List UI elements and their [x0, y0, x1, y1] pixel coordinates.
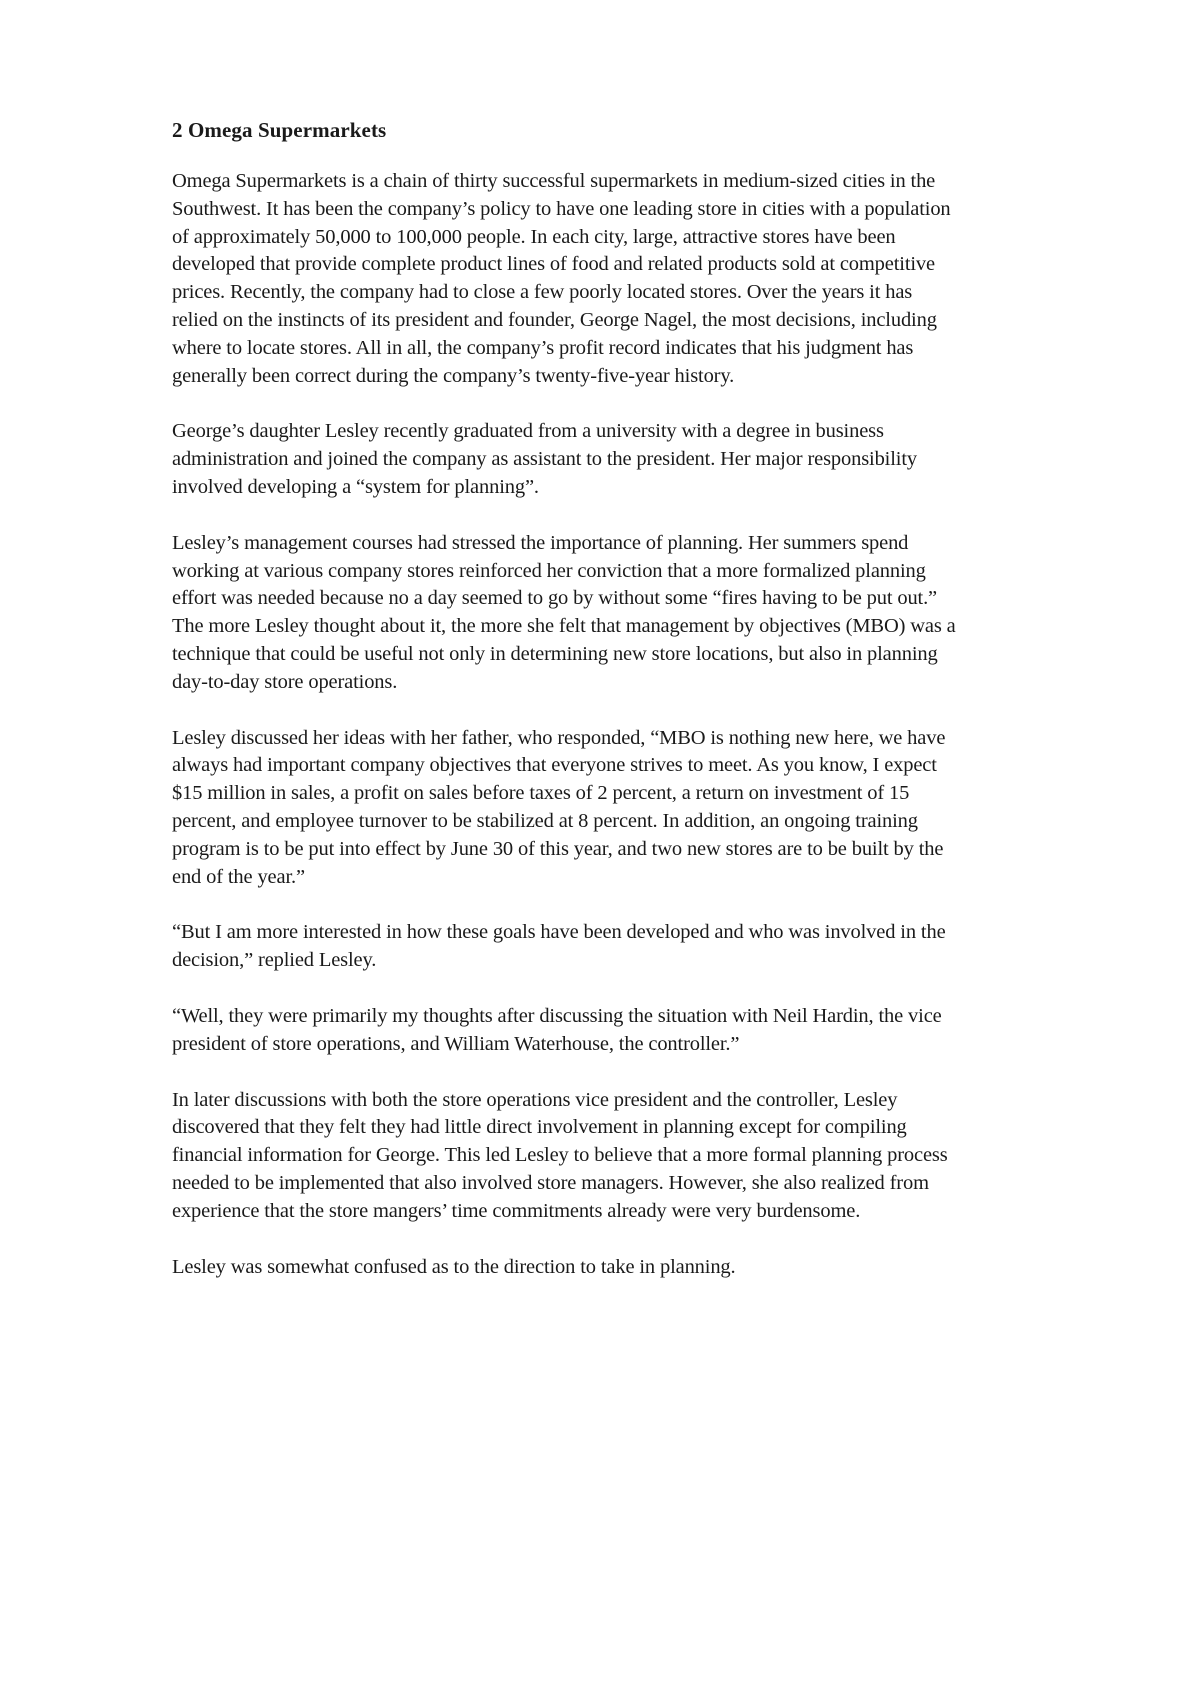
paragraph-company-overview: [172, 168, 1132, 390]
text-line: president of store operations, and William Waterhouse, the controller.”: [172, 1032, 740, 1055]
text-line: needed to be implemented that also involved store managers. However, she also realized from: [172, 1171, 929, 1194]
text-line: George’s daughter Lesley recently graduated from a university with a degree in business: [172, 420, 884, 443]
text-line: “Well, they were primarily my thoughts after discussing the situation with Neil Hardin, the vice: [172, 1004, 942, 1027]
text-line: Lesley discussed her ideas with her father, who responded, “MBO is nothing new here, we have: [172, 726, 946, 749]
text-line: The more Lesley thought about it, the more she felt that management by objectives (MBO) was a: [172, 615, 956, 638]
text-line: day-to-day store operations.: [172, 670, 398, 693]
text-line: end of the year.”: [172, 865, 305, 888]
paragraph-father-thoughts: [172, 1003, 1132, 1059]
text-line: developed that provide complete product lines of food and related products sold at competitive: [172, 253, 935, 276]
text-line: always had important company objectives that everyone strives to meet. As you know, I expect: [172, 754, 937, 777]
text-line: generally been correct during the company’s twenty-five-year history.: [172, 364, 735, 387]
text-line: financial information for George. This led Lesley to believe that a more formal planning process: [172, 1144, 948, 1167]
text-line: In later discussions with both the store operations vice president and the controller, Lesley: [172, 1088, 898, 1111]
text-line: Southwest. It has been the company’s policy to have one leading store in cities with a population: [172, 197, 951, 220]
paragraph-planning-conviction: [172, 530, 1132, 697]
paragraph-lesley-role: [172, 418, 1132, 501]
text-line: Lesley’s management courses had stressed the importance of planning. Her summers spend: [172, 531, 909, 554]
text-line: Omega Supermarkets is a chain of thirty successful supermarkets in medium-sized cities in the: [172, 170, 936, 192]
text-line: involved developing a “system for planning”.: [172, 475, 539, 498]
text-line: prices. Recently, the company had to close a few poorly located stores. Over the years it has: [172, 281, 913, 304]
text-line: percent, and employee turnover to be stabilized at 8 percent. In addition, an ongoing training: [172, 809, 918, 832]
text-line: Lesley was somewhat confused as to the direction to take in planning.: [172, 1255, 736, 1278]
text-line: $15 million in sales, a profit on sales before taxes of 2 percent, a return on investment of 15: [172, 782, 910, 805]
text-line: technique that could be useful not only in determining new store locations, but also in planning: [172, 642, 938, 665]
text-line: discovered that they felt they had little direct involvement in planning except for compiling: [172, 1116, 907, 1139]
text-line: decision,” replied Lesley.: [172, 949, 377, 972]
text-line: effort was needed because no a day seemed to go by without some “fires having to be put out.”: [172, 587, 938, 610]
paragraph-conclusion: [172, 1254, 1132, 1282]
text-line: of approximately 50,000 to 100,000 people. In each city, large, attractive stores have been: [172, 225, 896, 248]
paragraph-later-discussions: [172, 1087, 1132, 1226]
text-line: administration and joined the company as assistant to the president. Her major responsibility: [172, 448, 917, 471]
document-page: [172, 116, 1132, 1309]
paragraph-lesley-reply: [172, 919, 1132, 975]
text-line: where to locate stores. All in all, the company’s profit record indicates that his judgment has: [172, 336, 914, 359]
text-line: experience that the store mangers’ time commitments already were very burdensome.: [172, 1199, 861, 1222]
text-line: relied on the instincts of its president and founder, George Nagel, the most decisions, including: [172, 308, 937, 331]
text-line: working at various company stores reinforced her conviction that a more formalized planning: [172, 559, 926, 582]
text-line: program is to be put into effect by June 30 of this year, and two new stores are to be built by the: [172, 837, 944, 860]
text-line: “But I am more interested in how these goals have been developed and who was involved in the: [172, 921, 946, 944]
paragraph-father-response: [172, 725, 1132, 892]
document-title: 2 Omega Supermarkets: [172, 118, 387, 142]
